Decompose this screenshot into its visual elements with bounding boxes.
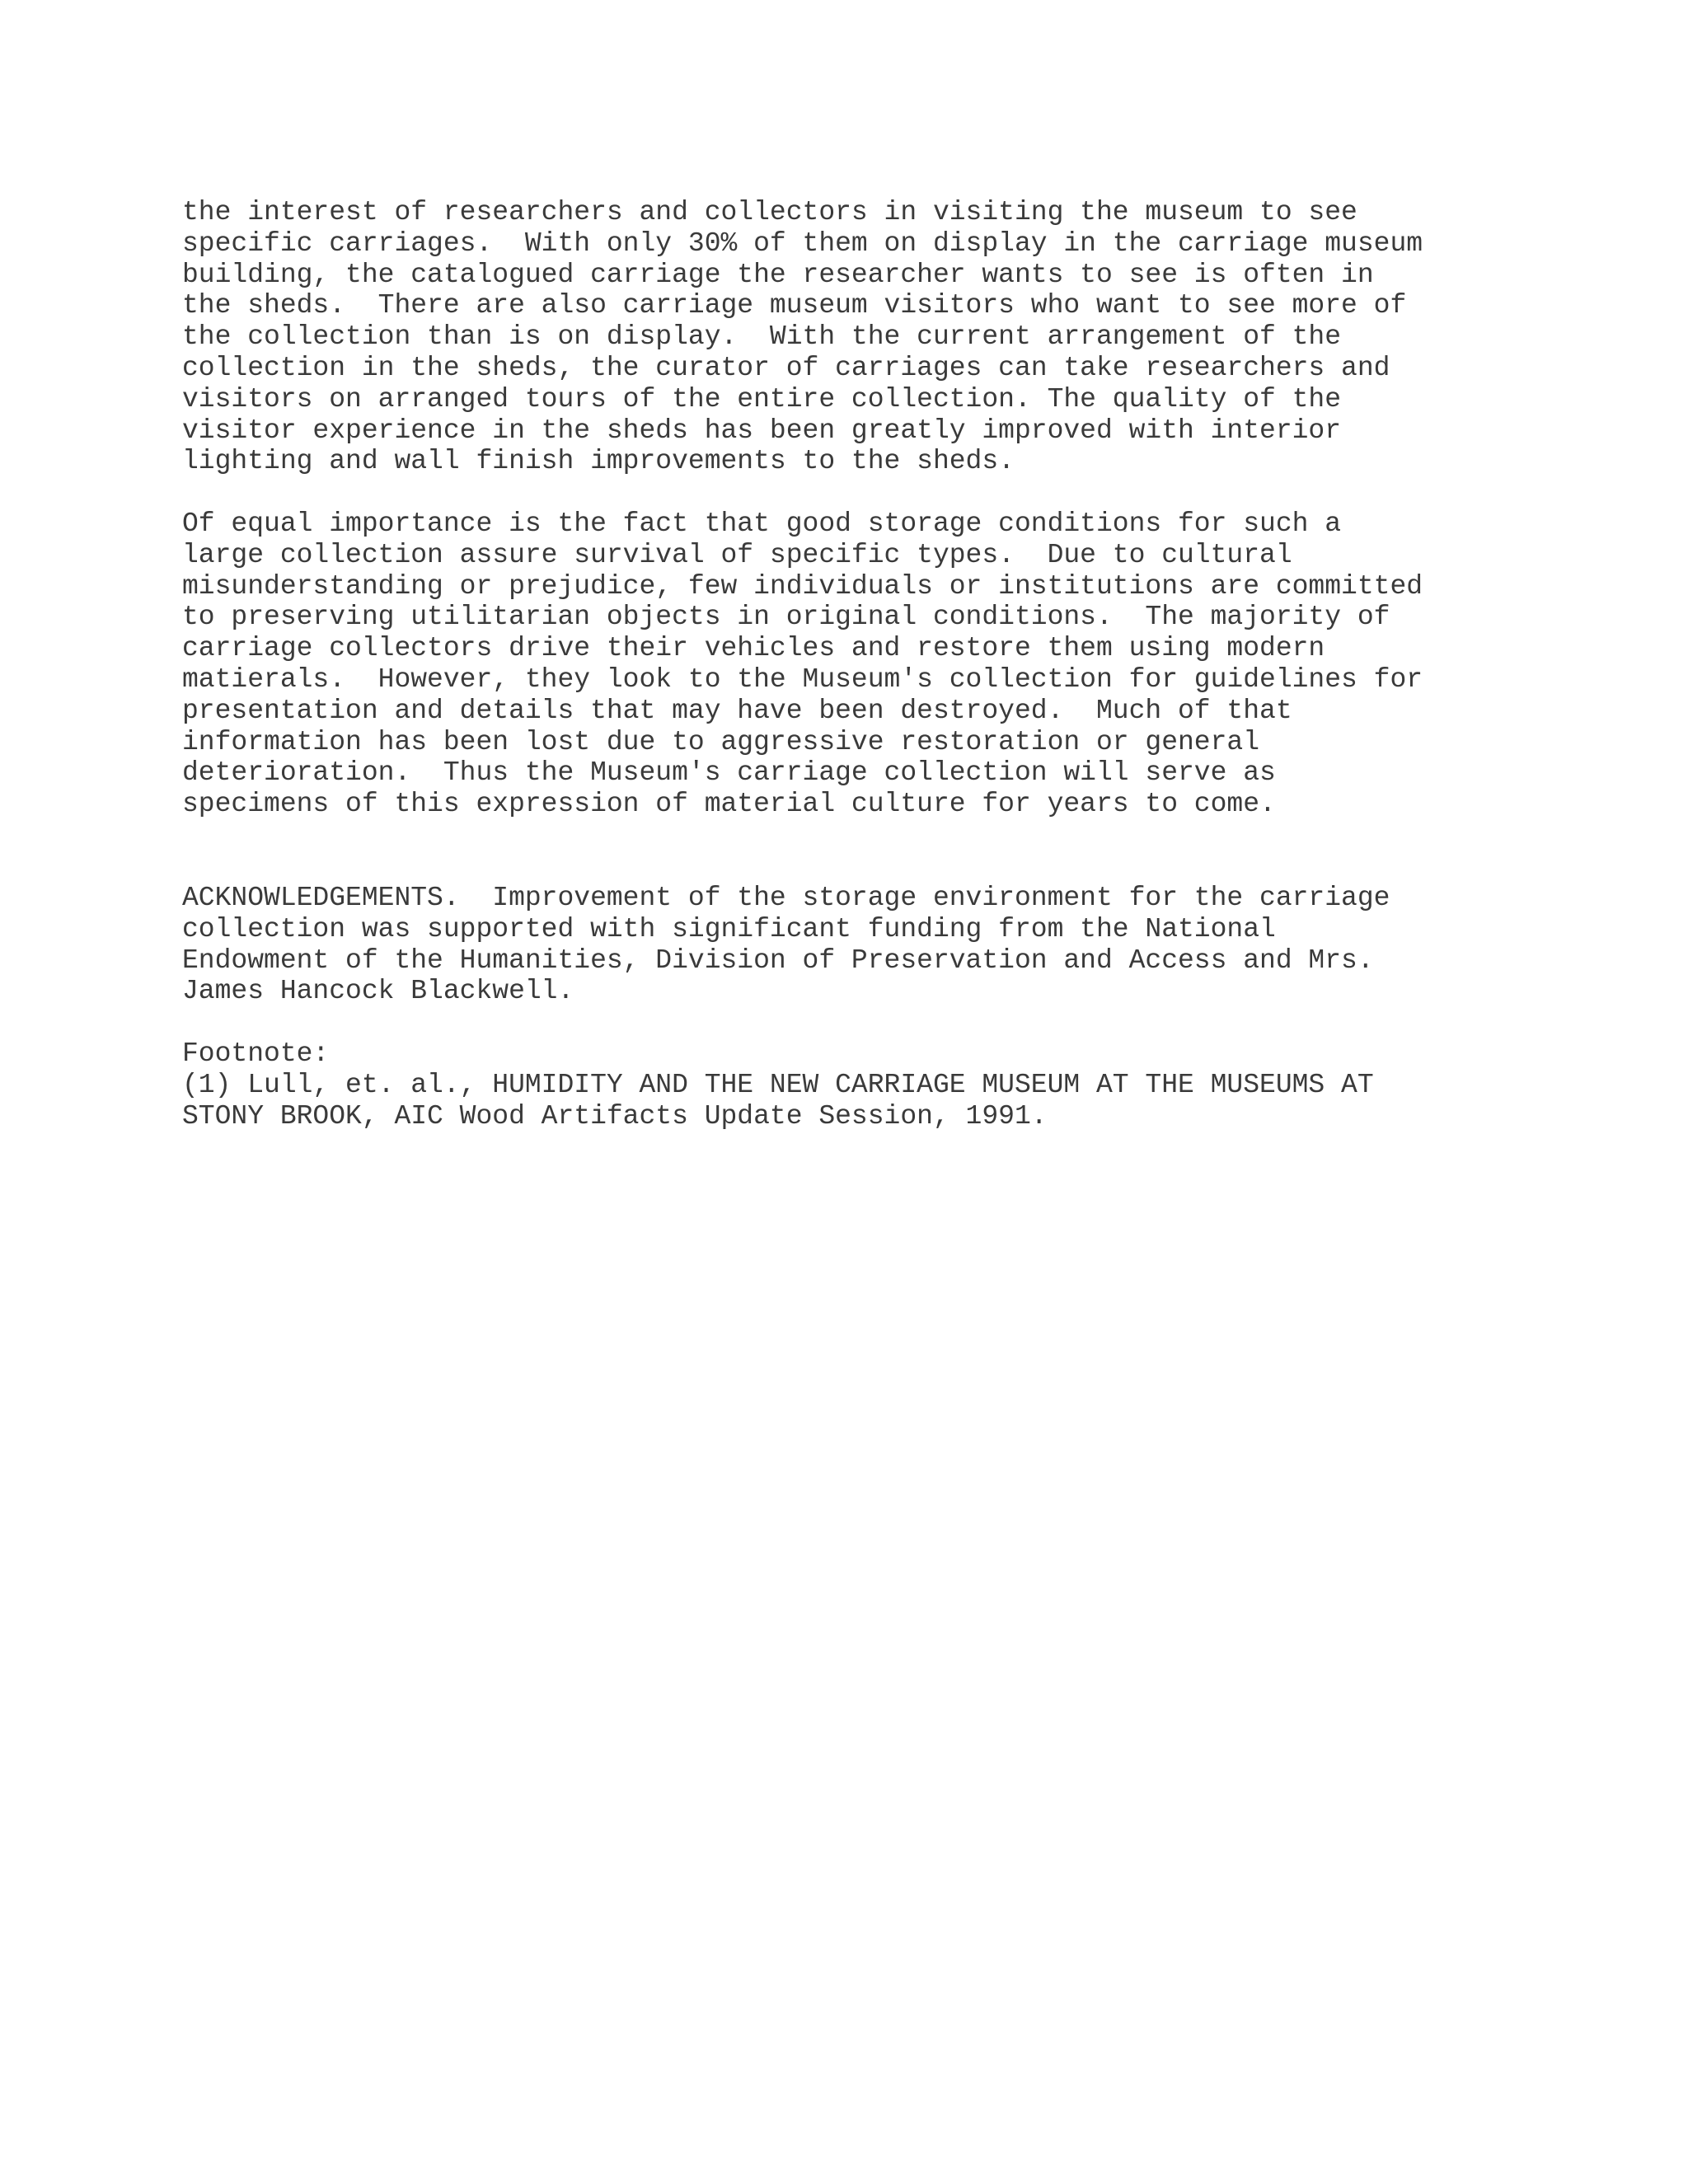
paragraph-acknowledgements [182, 883, 1390, 1007]
paragraph-researcher-access [182, 197, 1423, 477]
text-line: carriage collectors drive their vehicles and restore them using modern [182, 633, 1325, 664]
text-line: large collection assure survival of specific types. Due to cultural [182, 539, 1292, 570]
text-line: the interest of researchers and collectors in visiting the museum to see [182, 197, 1357, 227]
text-line: the sheds. There are also carriage museum visitors who want to see more of [182, 290, 1407, 321]
text-line: lighting and wall finish improvements to the sheds. [182, 446, 1015, 477]
paragraph-footnote [182, 1038, 1374, 1132]
paragraph-equal-importance [182, 509, 1423, 820]
footnote-citation-line: (1) Lull, et. al., HUMIDITY AND THE NEW CARRIAGE MUSEUM AT THE MUSEUMS AT [182, 1069, 1374, 1100]
text-line: Of equal importance is the fact that good storage conditions for such a [182, 509, 1342, 539]
text-line: specific carriages. With only 30% of them on display in the carriage museum [182, 227, 1423, 259]
text-line: to preserving utilitarian objects in original conditions. The majority of [182, 602, 1390, 633]
text-line: collection was supported with significant funding from the National [182, 913, 1276, 944]
footnote-heading: Footnote: [182, 1038, 330, 1069]
text-line: matierals. However, they look to the Museum's collection for guidelines for [182, 663, 1423, 695]
text-line: Endowment of the Humanities, Division of Preservation and Access and Mrs. [182, 944, 1374, 976]
text-line: James Hancock Blackwell. [182, 976, 574, 1007]
text-line: deterioration. Thus the Museum's carriage collection will serve as [182, 757, 1276, 789]
text-line: misunderstanding or prejudice, few individuals or institutions are committed [182, 570, 1423, 602]
text-line: ACKNOWLEDGEMENTS. Improvement of the storage environment for the carriage [182, 883, 1390, 913]
text-line: information has been lost due to aggressive restoration or general [182, 726, 1260, 757]
text-line: building, the catalogued carriage the researcher wants to see is often in [182, 259, 1374, 290]
text-line: presentation and details that may have been destroyed. Much of that [182, 695, 1292, 726]
text-line: the collection than is on display. With the current arrangement of the [182, 321, 1342, 353]
text-line: visitor experience in the sheds has been greatly improved with interior [182, 415, 1342, 446]
text-line: specimens of this expression of material culture for years to come. [182, 789, 1276, 820]
text-line: visitors on arranged tours of the entire collection. The quality of the [182, 383, 1342, 415]
footnote-citation-line: STONY BROOK, AIC Wood Artifacts Update Session, 1991. [182, 1100, 1048, 1132]
text-line: collection in the sheds, the curator of carriages can take researchers and [182, 352, 1390, 383]
